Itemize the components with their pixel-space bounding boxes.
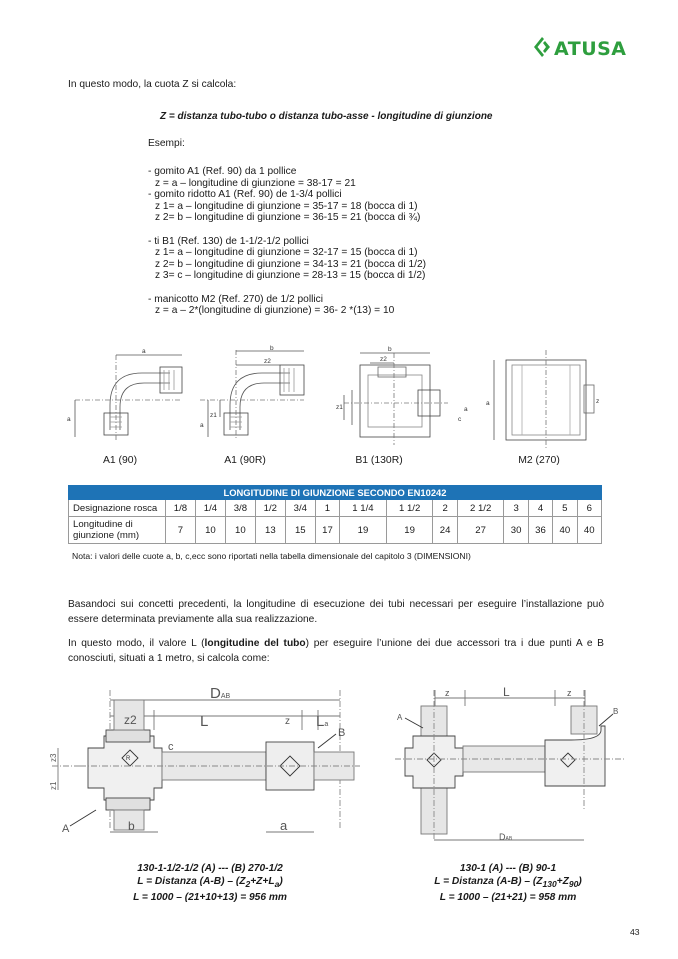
dim-label: z2	[264, 358, 271, 365]
label-la: La	[316, 713, 329, 730]
table-cell: 40	[553, 517, 577, 544]
dim-label: b	[270, 345, 274, 352]
caption-m2-270: M2 (270)	[518, 455, 560, 466]
label-b: B	[613, 707, 619, 716]
label-z1: z1	[49, 781, 58, 790]
table-cell: 1/8	[166, 500, 196, 517]
example-line: - manicotto M2 (Ref. 270) de 1/2 pollici	[148, 293, 323, 305]
examples-title: Esempi:	[148, 138, 185, 149]
table-row	[69, 500, 602, 517]
label-dab: DAB	[499, 832, 513, 842]
example-line: z = a – longitudine di giunzione = 38-17 = 21	[155, 177, 356, 189]
label-l: L	[503, 685, 510, 699]
dim-label: b	[388, 346, 392, 353]
brand-name: ATUSA	[554, 38, 627, 60]
table-cell: 1 1/2	[386, 500, 433, 517]
table-row	[69, 517, 602, 544]
label-b: B	[338, 727, 346, 739]
label-c: c	[168, 741, 174, 753]
label-a: A	[397, 713, 403, 722]
table-cell: 3/4	[285, 500, 315, 517]
table-cell: 27	[457, 517, 504, 544]
label-z-left: z	[445, 688, 450, 698]
dim-label: a	[67, 416, 71, 423]
paragraph-2: In questo modo, il valore L (longitudine del tubo) per eseguire l’unione dei due accessori tra i due punti A e B conosciuti, situati a 1 metro, si calcola come:	[68, 638, 604, 664]
table-cell: 1/2	[255, 500, 285, 517]
label-z2: z2	[124, 713, 137, 727]
table-cell: 36	[528, 517, 552, 544]
assembly-right-drawing	[395, 680, 635, 850]
table-cell: 19	[386, 517, 433, 544]
table-note: Nota: i valori delle cuote a, b, c,ecc sono riportati nella tabella dimensionale del capitolo 3 (DIMENSIONI)	[72, 551, 471, 561]
table-cell: 1/4	[195, 500, 225, 517]
table-cell: 4	[528, 500, 552, 517]
table-title: LONGITUDINE DI GIUNZIONE SECONDO EN10242	[69, 486, 602, 500]
diamond-chevron-icon	[533, 36, 551, 63]
elbow-a1-drawing	[75, 355, 182, 440]
dim-label: z1	[210, 412, 217, 419]
svg-text:R: R	[126, 756, 131, 762]
example-line: z 1= a – longitudine di giunzione = 35-17 = 18 (bocca di 1)	[155, 200, 418, 212]
label-a-dim: a	[280, 818, 288, 833]
dim-label: c	[458, 416, 462, 423]
dim-label: a	[200, 422, 204, 429]
table-cell: 40	[577, 517, 601, 544]
example-line: z 2= b – longitudine di giunzione = 34-13 = 21 (bocca di 1/2)	[155, 258, 427, 270]
table-cell: 24	[433, 517, 457, 544]
dim-label: z1	[336, 404, 343, 411]
joint-length-table	[68, 485, 602, 544]
table-cell: 3/8	[225, 500, 255, 517]
label-b-dim: b	[128, 819, 135, 833]
dim-label: a	[142, 348, 146, 355]
table-cell: 2 1/2	[457, 500, 504, 517]
atusa-logo	[533, 36, 645, 62]
label-dab: DAB	[210, 685, 231, 702]
table-cell: 1 1/4	[340, 500, 387, 517]
table-cell: 7	[166, 517, 196, 544]
table-cell: 2	[433, 500, 457, 517]
formula-right: 130-1 (A) --- (B) 90-1 L = Distanza $(A-B) - (Z_{130}+Z_{90})$ L = 1000 – (21+21) = 958 mm	[434, 863, 582, 904]
example-line: - gomito A1 (Ref. 90) da 1 pollice	[148, 166, 297, 177]
caption-a1-90r: A1 (90R)	[224, 455, 266, 466]
table-cell: 1	[315, 500, 339, 517]
dim-label: a	[486, 400, 490, 407]
table-cell: 6	[577, 500, 601, 517]
dim-label: a	[464, 406, 468, 413]
label-z-right: z	[567, 688, 572, 698]
table-cell: 3	[504, 500, 528, 517]
label-l: L	[200, 713, 209, 730]
table-cell: 10	[195, 517, 225, 544]
row-label: Designazione rosca	[69, 500, 166, 517]
example-line: z 2= b – longitudine di giunzione = 36-15 = 21 (bocca di ¾)	[155, 212, 421, 224]
label-z3: z3	[49, 753, 58, 762]
example-line: - ti B1 (Ref. 130) de 1-1/2-1/2 pollici	[148, 235, 309, 247]
dim-label: z	[596, 398, 600, 405]
assembly-left-drawing	[40, 680, 360, 840]
fittings-drawings	[60, 345, 620, 457]
z-formula: Z = distanza tubo-tubo o distanza tubo-asse - longitudine di giunzione	[160, 111, 493, 122]
table-cell: 15	[285, 517, 315, 544]
table-cell: 30	[504, 517, 528, 544]
example-line: z 1= a – longitudine di giunzione = 32-17 = 15 (bocca di 1)	[155, 247, 418, 259]
table-cell: 19	[340, 517, 387, 544]
caption-b1-130r: B1 (130R)	[355, 455, 403, 466]
label-z: z	[285, 716, 290, 727]
example-line: z = a – 2*(longitudine di giunzione) = 36- 2 *(13) = 10	[155, 305, 395, 317]
table-cell: 13	[255, 517, 285, 544]
caption-a1-90: A1 (90)	[102, 455, 138, 466]
dim-label: z2	[380, 356, 387, 363]
example-line: - gomito ridotto A1 (Ref. 90) de 1-3/4 pollici	[148, 189, 342, 201]
page-number: 43	[630, 927, 640, 937]
intro-text: In questo modo, la cuota Z si calcola:	[68, 79, 237, 90]
table-cell: 5	[553, 500, 577, 517]
example-line: z 3= c – longitudine di giunzione = 28-13 = 15 (bocca di 1/2)	[155, 270, 426, 282]
row-label: Longitudine di giunzione (mm)	[69, 517, 166, 544]
table-cell: 17	[315, 517, 339, 544]
examples-list	[148, 166, 426, 317]
table-cell: 10	[225, 517, 255, 544]
paragraph-1: Basandoci sui concetti precedenti, la longitudine di esecuzione dei tubi necessari per eseguire l’installazione può essere determinata previamente alla sua realizzazione.	[68, 599, 604, 625]
label-a: A	[62, 823, 70, 835]
formula-left: 130-1-1/2-1/2 (A) --- (B) 270-1/2 L = Distanza $(A-B) - (Z_2+Z+L_a)$ L = 1000 – (21+10+13) = 956 mm	[133, 863, 287, 904]
